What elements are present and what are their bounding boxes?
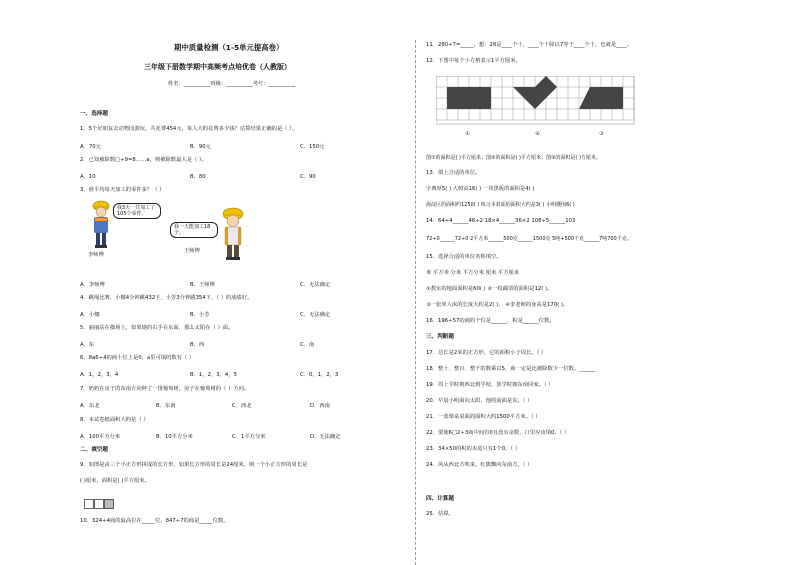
question-8: 8．本试卷纸面积大约是（ ）: [80, 417, 149, 423]
q8-option-d: D．无法确定: [310, 434, 341, 440]
question-25: 25．估算。: [426, 511, 454, 517]
figure-label-2: ②: [535, 131, 540, 137]
exam-title: 期中质量检测（1-5单元提高卷）: [174, 43, 284, 52]
question-10: 10．324÷4商的最高位在_____位，847÷7的商是_____位数。: [80, 518, 229, 524]
question-1: 1．5个好朋友去动物园游玩，共花费454元，每人大约花费多少钱？估算结果正确的是（ ）。: [80, 126, 298, 132]
q3-option-a: A．李师傅: [80, 282, 105, 288]
question-6: 6．8a6÷4的商十位上是0，a里可填的数有（ ）: [80, 355, 195, 361]
column-divider: [415, 40, 416, 565]
question-16: 16．196÷57的商的个位是______，积是______位数。: [426, 318, 555, 324]
exam-subtitle: 三年级下册数学期中高频考点培优卷（人教版）: [144, 63, 291, 71]
question-15-units: 米 平方米 分米 平方分米 厘米 平方厘米: [426, 270, 520, 276]
section-choice-heading: 一、选择题: [80, 111, 108, 117]
question-11: 11．280÷7=_____，想：28是____个十，____个十除以7等于____个十，也就是____。: [426, 42, 633, 48]
q2-option-a: A．10: [80, 174, 96, 180]
question-9: 9．如图是由三个小正方形拼成的长方形，如果长方形的周长是24厘米，则一个小正方形的周长是: [80, 462, 308, 468]
speech-bubble-wang: 我一天能加工18个。: [170, 222, 218, 238]
q1-option-a: A．70元: [80, 144, 101, 150]
three-squares-figure: [84, 494, 114, 513]
q6-option-b: B．1，2，3，4，5: [190, 372, 237, 378]
question-15-line-2: ③一张单人床的长度大约是2( )。 ④李老师的身高是170( )。: [426, 302, 569, 308]
q7-option-a: A．东北: [80, 403, 100, 409]
question-14-line-1: 14．64÷4______46÷2 18×4______36×2 108÷5______103: [426, 218, 576, 224]
question-7: 7．奶奶在房子的东南方向种了一排葡萄树，房子在葡萄树的（ ）方向。: [80, 386, 250, 392]
q3-option-c: C．无法确定: [300, 282, 331, 288]
section-judge-heading: 三、判断题: [426, 334, 454, 340]
question-23: 23．34×50的积的末尾只有1个0。（ ）: [426, 446, 520, 452]
section-fill-heading: 二、填空题: [80, 447, 108, 453]
question-13-line-1: 字典厚5( ) 大树高16( ) 一块黑板的面积是4( ): [426, 186, 535, 192]
question-14-line-2: 72÷0______72÷0 2平方米______500克______1500克 5吨+500千克______7吨700千克。: [426, 236, 632, 242]
q2-option-c: C．90: [300, 174, 316, 180]
q6-option-a: A．1，2，3，4: [80, 372, 119, 378]
question-15: 15．选择合适的单位名称填空。: [426, 254, 502, 260]
area-grid-figure: [436, 76, 636, 130]
q1-option-c: C．150元: [300, 144, 325, 150]
student-info-line: 姓名：__________班级：__________考号：__________: [168, 81, 296, 87]
question-12: 12．下图中每个小方格表示1平方厘米。: [426, 58, 521, 64]
worker-li-illustration: [90, 198, 112, 250]
question-4: 4．跳绳比赛，小娜4分钟跳432下，小芳3分钟跳354下，（ ）的成绩好。: [80, 295, 253, 301]
q8-option-c: C．1平方分米: [232, 434, 266, 440]
q5-option-a: A．东: [80, 342, 95, 348]
q7-option-b: B．东南: [156, 403, 176, 409]
q1-option-b: B．90元: [190, 144, 211, 150]
q5-option-c: C．南: [300, 342, 315, 348]
question-20: 20．早晨小明面向太阳，他的前面是东。（ ）: [426, 398, 533, 404]
q7-option-c: C．西北: [232, 403, 252, 409]
question-18: 18．整十、整百、整千的数乘以5，商一定是比被除数少一位数。______: [426, 366, 596, 372]
figure-label-1: ①: [465, 131, 470, 137]
question-9-blanks: ( )厘米，面积是( )平方厘米。: [80, 478, 150, 484]
question-2: 2．已知被除数□÷9=8……a，则被除数最大是（ ）。: [80, 157, 207, 163]
name-li: 李师傅: [88, 252, 104, 258]
speech-bubble-li: 我3天一共加工了105个零件。: [113, 203, 161, 219]
question-12-answers: 图①的面积是( )平方厘米；图②的面积是( )平方厘米；图③的面积是( )方厘米。: [426, 155, 601, 161]
question-3: 3．谁平均每天加工的零件多？（ ）: [80, 187, 165, 193]
question-22: 22．要使6□2÷3商中间有0且没有余数，口里应该填0。（ ）: [426, 430, 570, 436]
q8-option-b: B．10平方分米: [156, 434, 193, 440]
question-5: 5．丽丽站在操场上，如果她的右手在东面，那么太阳在（ ）面。: [80, 325, 234, 331]
question-13: 13．填上合适的单位。: [426, 170, 481, 176]
name-wang: 王师傅: [184, 248, 200, 254]
worker-wang-illustration: [220, 205, 246, 263]
question-24: 24．风从西北方吹来，红旗飘向东南方。（ ）: [426, 462, 533, 468]
q7-option-d: D．西南: [310, 403, 330, 409]
question-19: 19．周上学时朝西北到学校，放学时朝东南回家。（ ）: [426, 382, 554, 388]
right-column: [426, 0, 756, 562]
q4-option-b: B．小芳: [190, 312, 210, 318]
section-calc-heading: 四、计算题: [426, 496, 454, 502]
left-column: [80, 0, 402, 562]
question-13-line-2: 海淀区的面积约1250( ) 练习本封面的面积大约是3( ) 小明腰围6( ): [426, 202, 575, 208]
q6-option-c: C．0，1，2，3: [300, 372, 339, 378]
question-17: 17．边长是2米的正方形，它的面积小于周长。（ ）: [426, 350, 547, 356]
question-21: 21．一张课桌桌面的面积大约1500平方米。（ ）: [426, 414, 541, 420]
q4-option-a: A．小娜: [80, 312, 100, 318]
q5-option-b: B．西: [190, 342, 205, 348]
q2-option-b: B．80: [190, 174, 206, 180]
q3-option-b: B．王师傅: [190, 282, 215, 288]
figure-label-3: ③: [599, 131, 604, 137]
q8-option-a: A．100平方分米: [80, 434, 121, 440]
question-15-line-1: ①教室的地面面积是60( ) ②一枚邮票的面积是12( )。: [426, 286, 553, 292]
q4-option-c: C．无法确定: [300, 312, 331, 318]
